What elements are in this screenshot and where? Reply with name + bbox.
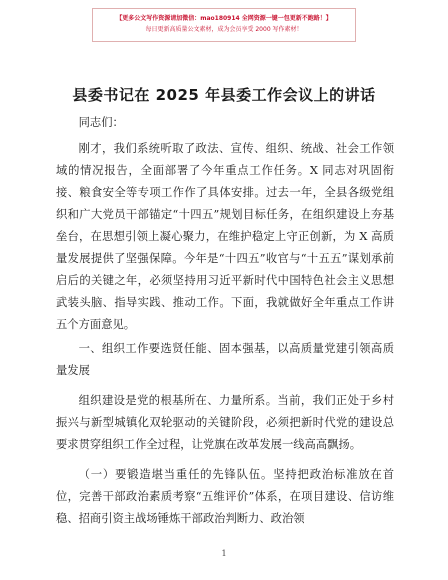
salutation: 同志们： [78, 116, 124, 129]
subsection-1-paragraph: （一）要锻造堪当重任的先锋队伍。坚持把政治标准放在首位，完善干部政治素质考察“五维评价”体系，在项目建设、信访维稳、招商引资主战场锤炼干部政治判断力、政治领 [56, 468, 394, 525]
section-1-paragraph: 组织建设是党的根基所在、力量所系。当前，我们正处于乡村振兴与新型城镇化双轮驱动的关键阶段，必须把新时代党的建设总要求贯穿组织工作全过程，让党旗在改革发展一线高高飘扬。 [56, 394, 394, 451]
promo-banner [92, 8, 356, 42]
promo-banner-line-1: 【更多公文写作资源请加微信：mao180914 全网资源一键一包更新不跑路！】 [116, 15, 332, 22]
document-title: 县委书记在 2025 年县委工作会议上的讲话 [72, 86, 376, 104]
document-body [56, 112, 394, 530]
page-number: 1 [221, 549, 227, 558]
promo-banner-line-2: 每日更新高质量公文素材，成为会员享受 2000 写作素材！ [145, 26, 303, 33]
intro-paragraph: 刚才，我们系统听取了政法、宣传、组织、统战、社会工作领域的情况报告，全面部署了今年重点工作任务。X 同志对巩固衔接、粮食安全等专项工作作了具体安排。过去一年，全县各级党组织和广大党员干部锚定“十四五”规划目标任务，在组织建设上夯基垒台，在思想引领上凝心聚力，在维护稳定上守正创新，为 X 高质量发展提供了坚强保障。今年是“十四五”收官与“十五五”谋划承前启后的关键之年，必须坚持用习近平新时代中国特色社会主义思想武装头脑、指导实践、推动工作。下面，我就做好全年重点工作讲五个方面意见。 [56, 142, 394, 331]
section-heading-1: 一、组织工作要选贤任能、固本强基，以高质量党建引领高质量发展 [56, 342, 394, 377]
